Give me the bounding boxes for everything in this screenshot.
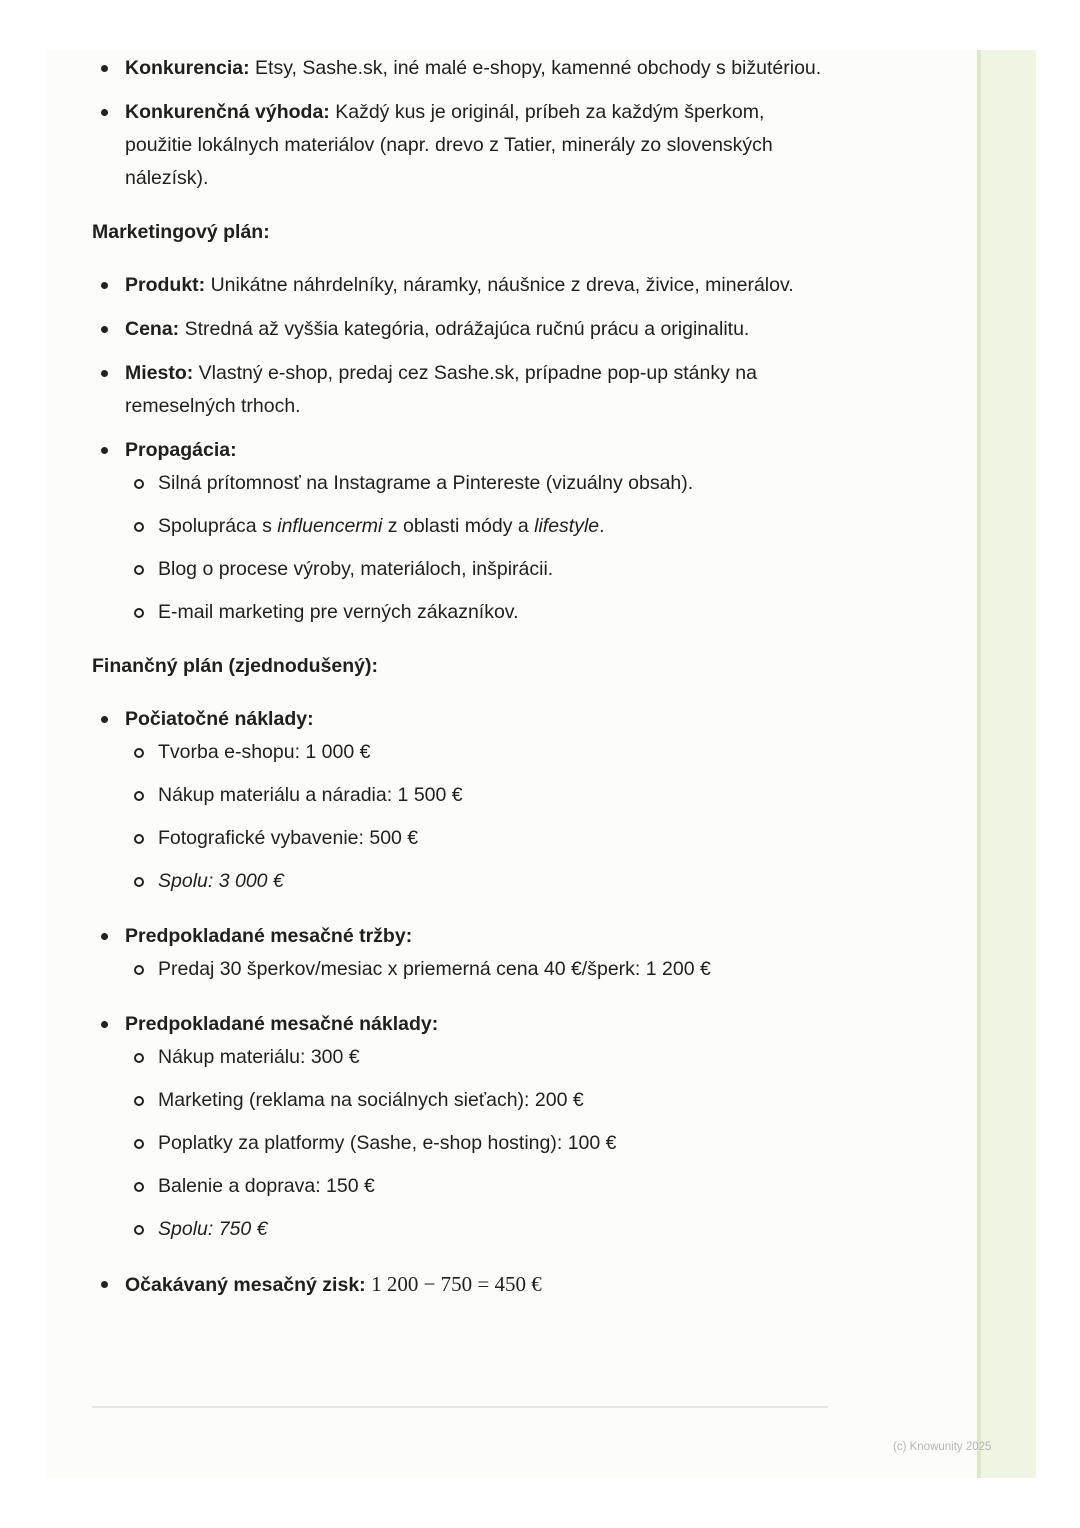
list-item-product [92,269,827,302]
list-item-profit [92,1268,827,1302]
list-item-promotion [92,434,827,629]
finance-heading: Finančný plán (zjednodušený): [92,655,379,677]
finance-list [92,703,827,1302]
initial-costs-sublist [125,736,827,898]
product-text: Unikátne náhrdelníky, náramky, náušnice z dreva, živice, minerálov. [205,274,794,296]
list-item-place [92,357,827,423]
revenue-label: Predpokladané mesačné tržby: [125,925,413,947]
copyright-footer: (c) Knowunity 2025 [893,1441,992,1453]
cost-item: Nákup materiálu: 300 € [125,1041,827,1074]
promotion-emphasis: influencermi [277,515,383,537]
list-item-advantage [92,96,827,195]
revenue-sublist [125,953,827,986]
product-label: Produkt: [125,274,206,296]
advantage-label: Konkurenčná výhoda: [125,101,330,123]
revenue-item: Predaj 30 šperkov/mesiac x priemerná cena 40 €/šperk: 1 200 € [125,953,827,986]
list-item-revenue [92,920,827,986]
cost-total [125,865,827,898]
cost-item: Fotografické vybavenie: 500 € [125,822,827,855]
promotion-item [125,510,827,543]
advantage-text: Každý kus je originál, príbeh za každým šperkom, použitie lokálnych materiálov (napr. drevo z Tatier, minerály zo slovenských nálezísk). [125,101,773,189]
cost-item: Marketing (reklama na sociálnych sieťach): 200 € [125,1084,827,1117]
promotion-text: Spolupráca s [158,515,278,537]
monthly-costs-label: Predpokladané mesačné náklady: [125,1013,439,1035]
cost-total [125,1213,827,1246]
place-text: Vlastný e-shop, predaj cez Sashe.sk, prípadne pop-up stánky na remeselných trhoch. [125,362,757,417]
promotion-label: Propagácia: [125,439,237,461]
promotion-item: E-mail marketing pre verných zákazníkov. [125,596,827,629]
profit-label: Očakávaný mesačný zisk: [125,1274,366,1296]
competition-list [92,52,827,195]
promotion-item: Blog o procese výroby, materiáloch, inšpirácii. [125,553,827,586]
document-content [92,52,827,1313]
cost-item: Tvorba e-shopu: 1 000 € [125,736,827,769]
marketing-heading: Marketingový plán: [92,221,270,243]
sidebar-panel [977,50,1036,1478]
promotion-text: z oblasti módy a [382,515,535,537]
divider [92,1406,828,1408]
price-label: Cena: [125,318,180,340]
list-item-initial-costs [92,703,827,898]
competition-text: Etsy, Sashe.sk, iné malé e-shopy, kamenné obchody s bižutériou. [249,57,822,79]
place-label: Miesto: [125,362,194,384]
competition-label: Konkurencia: [125,57,250,79]
monthly-costs-sublist [125,1041,827,1246]
price-text: Stredná až vyššia kategória, odrážajúca ručnú prácu a originalitu. [179,318,750,340]
list-item-monthly-costs [92,1008,827,1246]
profit-formula: 1 200 − 750 = 450 € [371,1272,542,1296]
cost-item: Nákup materiálu a náradia: 1 500 € [125,779,827,812]
list-item-price [92,313,827,346]
promotion-emphasis: lifestyle [534,515,600,537]
list-item-competition [92,52,827,85]
promotion-text: . [599,515,605,537]
cost-total-text: Spolu: 750 € [158,1218,268,1240]
cost-item: Balenie a doprava: 150 € [125,1170,827,1203]
promotion-item: Silná prítomnosť na Instagrame a Pintereste (vizuálny obsah). [125,467,827,500]
promotion-sublist [125,467,827,629]
marketing-list [92,269,827,629]
initial-costs-label: Počiatočné náklady: [125,708,314,730]
cost-item: Poplatky za platformy (Sashe, e-shop hosting): 100 € [125,1127,827,1160]
cost-total-text: Spolu: 3 000 € [158,870,284,892]
